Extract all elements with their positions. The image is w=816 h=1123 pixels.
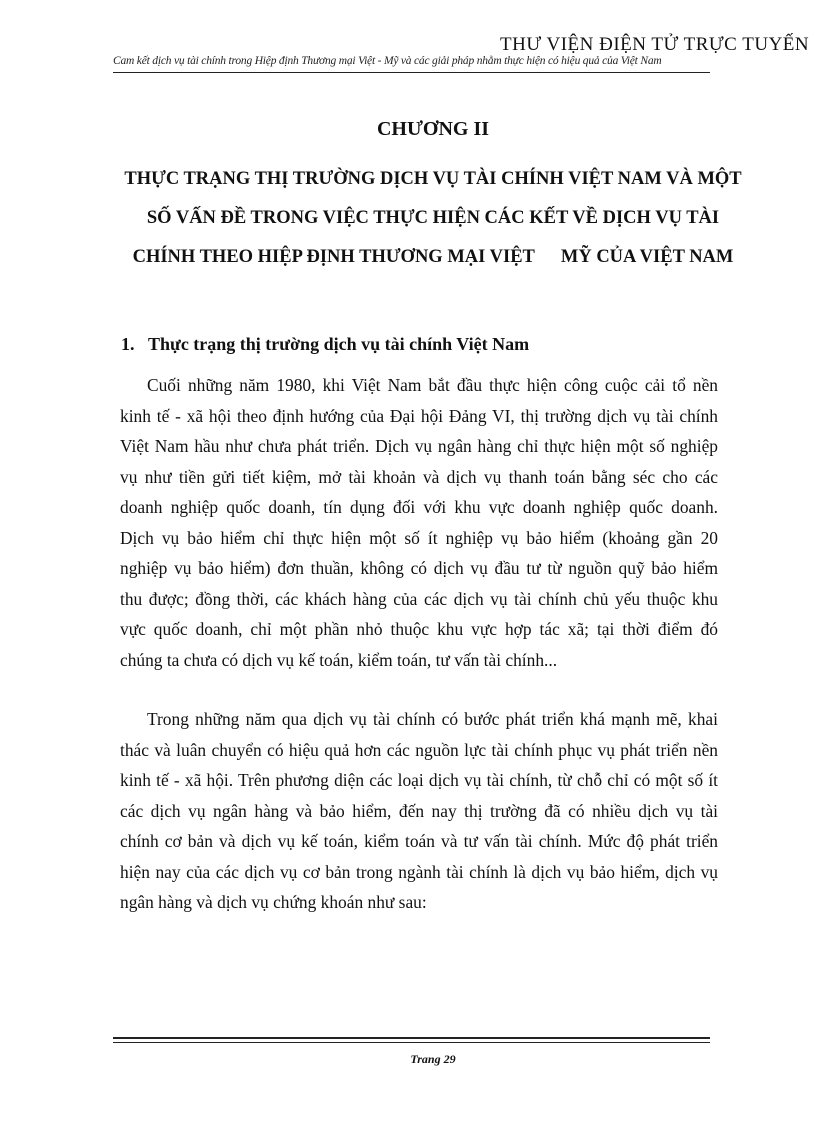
chapter-title-line (113, 238, 753, 277)
footer-divider-bottom (113, 1042, 710, 1043)
text-line: Cuối những năm 1980, khi Việt Nam bắt đầu thực hiện công cuộc cải tổ nền (147, 375, 718, 395)
text-line: vụ như tiền gửi tiết kiệm, mở tài khoản và dịch vụ thanh toán bằng séc cho các (120, 466, 718, 487)
text-line: hiện nay của các dịch vụ cơ bản trong ngành tài chính là dịch vụ bảo hiểm, dịch vụ (120, 861, 718, 882)
chapter-title-line: THỰC TRẠNG THỊ TRƯỜNG DỊCH VỤ TÀI CHÍNH VIỆT NAM VÀ MỘT (124, 169, 742, 189)
text-line: doanh nghiệp quốc doanh, tín dụng đối với khu vực doanh nghiệp quốc doanh. (120, 497, 718, 517)
text-line: các dịch vụ ngân hàng và bảo hiểm, đến nay thị trường đã có nhiều dịch vụ tài (120, 800, 718, 821)
paragraph-2 (120, 704, 718, 918)
chapter-title-segment: MỸ CỦA VIỆT NAM (560, 247, 734, 267)
library-watermark: THƯ VIỆN ĐIỆN TỬ TRỰC TUYẾN (500, 34, 810, 55)
text-line: ngân hàng và dịch vụ chứng khoán như sau: (120, 892, 427, 912)
header-divider (113, 72, 710, 73)
text-line: nghiệp vụ bảo hiểm) đơn thuần, không có dịch vụ đầu tư từ nguồn quỹ bảo hiểm (120, 558, 718, 578)
text-line: chúng ta chưa có dịch vụ kế toán, kiểm toán, tư vấn tài chính... (120, 649, 558, 670)
text-line: Trong những năm qua dịch vụ tài chính có bước phát triển khá mạnh mẽ, khai (147, 709, 718, 729)
text-line: Dịch vụ bảo hiểm chỉ thực hiện một số ít nghiệp vụ bảo hiểm (khoảng gần 20 (120, 527, 718, 548)
section-number: 1. (121, 334, 135, 354)
section-heading (121, 334, 529, 355)
text-line: kinh tế - xã hội theo định hướng của Đại hội Đảng VI, thị trường dịch vụ tài chính (120, 405, 718, 426)
paragraph-1 (120, 370, 718, 675)
text-line: kinh tế - xã hội. Trên phương diện các loại dịch vụ tài chính, từ chỗ chỉ có một số ít (120, 770, 718, 790)
text-line: thu được; đồng thời, các khách hàng của các dịch vụ tài chính chủ yếu thuộc khu (120, 588, 718, 609)
section-title: Thực trạng thị trường dịch vụ tài chính Việt Nam (148, 334, 530, 354)
chapter-title-line: SỐ VẤN ĐỀ TRONG VIỆC THỰC HIỆN CÁC KẾT VỀ DỊCH VỤ TÀI (146, 208, 720, 228)
text-line: vực quốc doanh, chỉ một phần nhỏ thuộc khu vực hợp tác xã; tại thời điểm đó (120, 619, 718, 639)
chapter-title-segment: CHÍNH THEO HIỆP ĐỊNH THƯƠNG MẠI VIỆT (132, 247, 535, 267)
chapter-label: CHƯƠNG II (376, 118, 490, 140)
page-number: Trang 29 (410, 1052, 456, 1066)
running-header: Cam kết dịch vụ tài chính trong Hiệp định Thương mại Việt - Mỹ và các giải pháp nhằm thực hiện có hiệu quả của Việt Nam (113, 55, 662, 67)
text-line: chính cơ bản và dịch vụ kế toán, kiểm toán và tư vấn tài chính. Mức độ phát triển (120, 831, 718, 851)
text-line: thác và luân chuyển có hiệu quả hơn các nguồn lực tài chính phục vụ phát triển nền (120, 739, 718, 760)
chapter-title (113, 160, 753, 277)
text-line: Việt Nam hầu như chưa phát triển. Dịch vụ ngân hàng chỉ thực hiện một số nghiệp (120, 436, 718, 456)
footer-divider-top (113, 1037, 710, 1039)
